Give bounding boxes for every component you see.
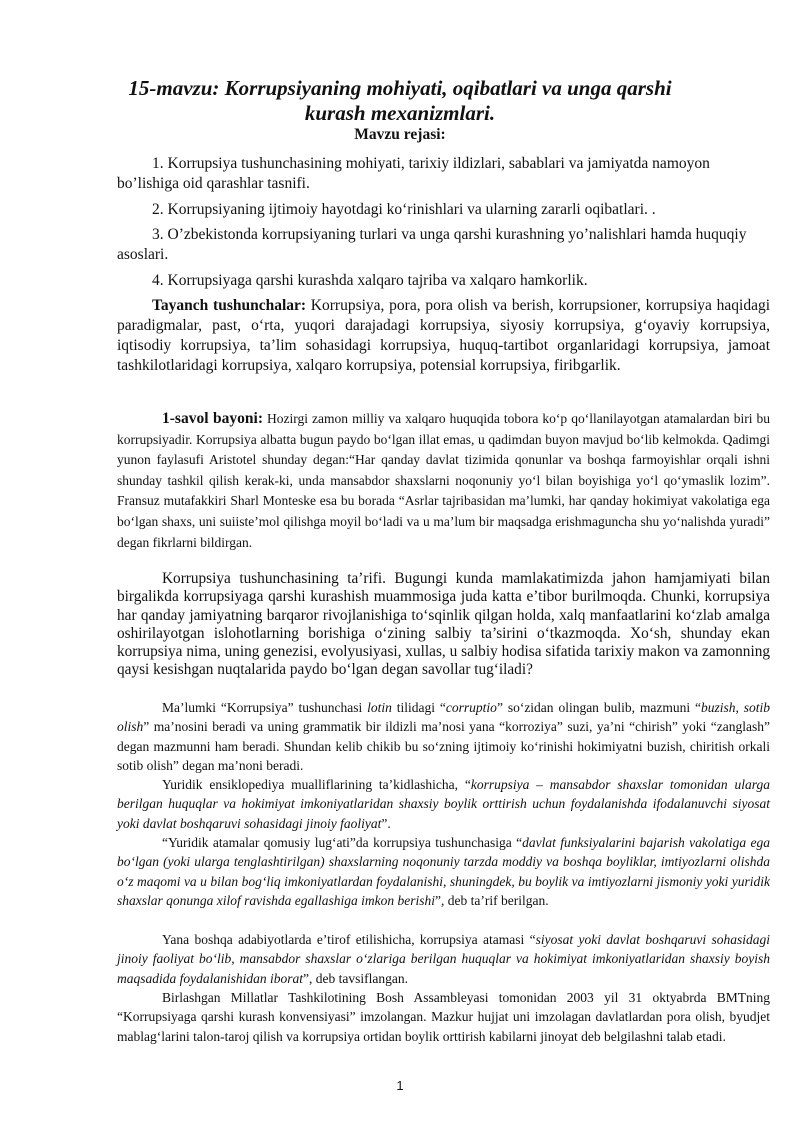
dictionary-definition: davlat funksiyalarini bajarish vakolatiga ega bo‘lgan (yoki ularga tenglashtirilgan) shaxslarning noqonuniy tarzda moddiy va boshqa boyliklar, imtiyozlarni olishda o‘z maqomi va u bilan bog‘liq imkoniyatlardan foydalanishi, shuningdek, bu boylik va imtiyozlarni jismoniy yoki yuridik shaxslar qonunga xilof ravishda egallashiga imkon berishi xyxy=(117,835,770,909)
dictionary-text-1: “Yuridik atamalar qomusiy lug‘ati”da korrupsiya tushunchasiga “ xyxy=(162,835,523,850)
plan-item-2: 2. Korrupsiyaning ijtimoiy hayotdagi ko‘rinishlari va ularning zararli oqibatlari. . xyxy=(152,201,656,218)
other-sources-text-1: Yana boshqa adabiyotlarda e’tirof etilishicha, korrupsiya atamasi “ xyxy=(162,932,536,947)
plan-heading: Mavzu rejasi: xyxy=(354,126,446,143)
etymology-text-1: Ma’lumki “Korrupsiya” tushunchasi xyxy=(162,700,368,715)
plan-item-4: 4. Korrupsiyaga qarshi kurashda xalqaro tajriba va xalqaro hamkorlik. xyxy=(152,272,588,289)
etymology-italic-2: corruptio xyxy=(445,700,497,715)
key-concepts-paragraph xyxy=(117,296,770,376)
encyclopedia-text-1: Yuridik ensiklopediya mualliflarining ta’kidlashicha, “ xyxy=(162,777,471,792)
dictionary-text-2: ”, deb ta’rif berilgan. xyxy=(435,893,549,909)
etymology-text-3: ” so‘zidan olingan bulib, mazmuni “ xyxy=(496,700,701,715)
etymology-italic-1: lotin xyxy=(367,700,392,715)
document-title: 15-mavzu: Korrupsiyaning mohiyati, oqibatlari va unga qarshi kurash mexanizmlari. xyxy=(128,76,672,125)
other-sources-definition: siyosat yoki davlat boshqaruvi sohasidagi jinoiy faoliyat bo‘lib, mansabdor shaxslar o‘zlariga berilgan huquqlar va hokimiyat imkoniyatlaridan shaxsiy boyish maqsadida foydalanishidan iborat xyxy=(117,932,770,986)
key-concepts-label: Tayanch tushunchalar: xyxy=(152,297,307,314)
etymology-paragraph xyxy=(117,698,770,776)
question-1-text: Hozirgi zamon milliy va xalqaro huquqida tobora ko‘p qo‘llanilayotgan atamalardan biri bu korrupsiyadir. Korrupsiya albatta bugun paydo bo‘lgan illat emas, u qadimdan buyon mavjud bo‘lib kelmokda. Qadimgi yunon faylasufi Aristotel shunday degan:“Har qanday davlat tizimida qonunlar va boshqa farmoyishlar orqali ishni shunday tashkil qilish kerak-ki, unda mansabdor shaxslarni noqonuniy yo‘l bilan boyishiga yo‘l qo‘ymaslik lozim”. Fransuz mutafakkiri Sharl Monteske esa bu borada “Asrlar tajribasidan ma’lumki, har qanday hokimiyat vakolatiga ega bo‘lgan shaxs, uni suiiste’mol qilishga moyil bo‘ladi va u ma’lum bir maqsadga erishmaguncha shu yo‘nalishda yuradi” degan fikrlarni bildirgan. xyxy=(117,411,770,550)
other-sources-text-2: ”, deb tavsiflangan. xyxy=(303,970,408,986)
plan-item-3: 3. O’zbekistonda korrupsiyaning turlari va unga qarshi kurashning yo’nalishlari hamda huquqiy asoslari. xyxy=(117,226,747,263)
etymology-text-4: ” ma’nosini beradi va uning grammatik bir ildizli ma’nosi yana “korroziya” suzi, ya’ni “chirish” yoki “zanglash” degan mazmunni ham beradi. Shundan kelib chikib bu so‘zning ijtimoiy ko‘rinishi hokimiyatni buzish, chiritish orkali sotib olish” degan ma’noni beradi. xyxy=(117,719,770,774)
etymology-italic-3: buzish, sotib olish xyxy=(117,700,770,735)
legal-encyclopedia-paragraph xyxy=(117,775,770,833)
encyclopedia-definition: korrupsiya – mansabdor shaxslar tomonidan ularga berilgan huquqlar va hokimiyat imkoniyatlaridan shaxsiy boylik orttirish uchun foydalanishda ifodalanuvchi siyosat yoki davlat boshqaruvi sohasidagi jinoiy faoliyat xyxy=(117,777,770,831)
definition-paragraph: Korrupsiya tushunchasining ta’rifi. Bugungi kunda mamlakatimizda jahon hamjamiyati bilan birgalikda korrupsiyaga qarshi kurashish muammosiga juda katta e’tibor burilmoqda. Chunki, korrupsiya har qanday jamiyatning barqaror rivojlanishiga to‘sqinlik qilgan holda, xalq manfaatlarini ko‘zlab amalga oshirilayotgan islohotlarning borishiga o‘zining salbiy ta’sirini o‘tkazmoqda. Xo‘sh, shunday ekan korrupsiya nima, uning genezisi, evolyusiyasi, xullas, u salbiy hodisa sifatida tarixiy makon va zamonning qaysi kesishgan nuqtalarida paydo bo‘lgan degan savollar tug‘iladi? xyxy=(117,570,770,679)
key-concepts-text: Korrupsiya, pora, pora olish va berish, korrupsioner, korrupsiya haqidagi paradigmalar, past, o‘rta, yuqori darajadagi korrupsiya, siyosiy korrupsiya, g‘oyaviy korrupsiya, iqtisodiy korrupsiya, ta’lim sohasidagi korrupsiya, huquq-tartibot organlaridagi korrupsiya, jamoat tashkilotlaridagi korrupsiya, xalqaro korrupsiya, potensial korrupsiya, firibgarlik. xyxy=(117,297,771,374)
other-sources-paragraph xyxy=(117,930,770,988)
question-1-paragraph xyxy=(117,409,770,553)
etymology-text-2: tilidagi “ xyxy=(391,700,446,715)
legal-dictionary-paragraph xyxy=(117,833,770,911)
encyclopedia-text-2: ”. xyxy=(381,815,391,831)
un-convention-paragraph: Birlashgan Millatlar Tashkilotining Bosh Assambleyasi tomonidan 2003 yil 31 oktyabrda BMTning “Korrupsiyaga qarshi kurash konvensiyasi” imzolangan. Mazkur hujjat uni imzolagan davlatlardan pora olish, byudjet mablag‘larini talon-taroj qilish va korrupsiya ortidan boylik orttirish kabilarni jinoyat deb belgilashni talab etadi. xyxy=(117,990,770,1044)
page-number: 1 xyxy=(396,1078,404,1093)
question-1-label: 1-savol bayoni: xyxy=(162,410,263,427)
plan-item-1: 1. Korrupsiya tushunchasining mohiyati, tarixiy ildizlari, sabablari va jamiyatda namoyon bo’lishiga oid qarashlar tasnifi. xyxy=(117,155,710,192)
